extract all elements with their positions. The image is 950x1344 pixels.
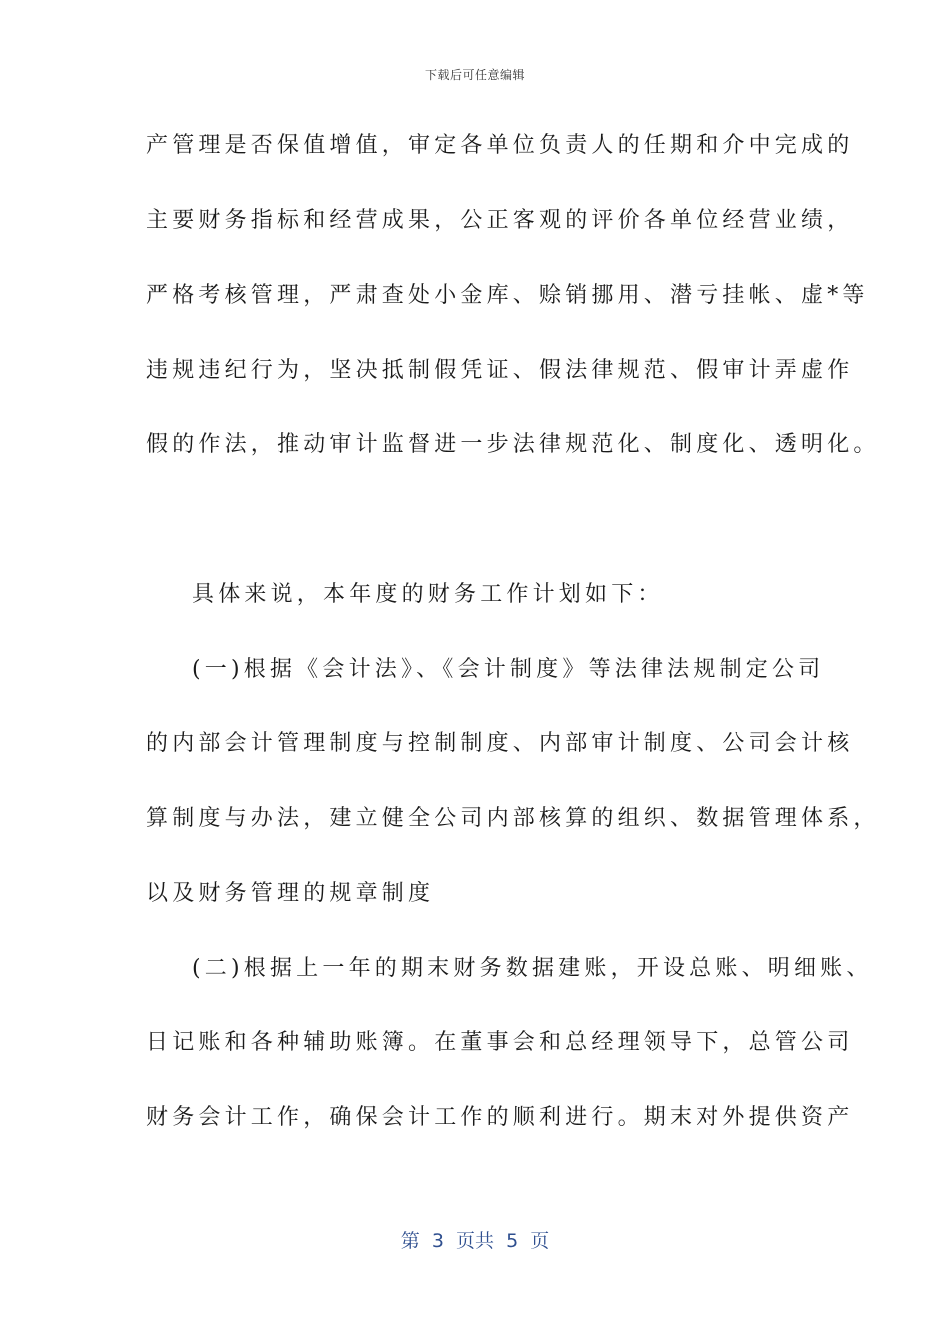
header-note: 下载后可任意编辑 bbox=[424, 68, 525, 82]
text-line: 违规违纪行为，坚决抵制假凭证、假法律规范、假审计弄虚作 bbox=[146, 358, 854, 383]
page-number: 第 3 页共 5 页 bbox=[400, 1230, 550, 1252]
text-line: 主要财务指标和经营成果，公正客观的评价各单位经营业绩， bbox=[146, 208, 854, 233]
text-line: (二)根据上一年的期末财务数据建账，开设总账、明细账、 bbox=[192, 956, 873, 981]
text-line: 具体来说，本年度的财务工作计划如下： bbox=[192, 582, 664, 607]
text-line: 日记账和各种辅助账簿。在董事会和总经理领导下，总管公司 bbox=[146, 1030, 854, 1055]
text-line: (一)根据《会计法》、《会计制度》等法律法规制定公司 bbox=[192, 657, 825, 682]
text-line: 严格考核管理，严肃查处小金库、赊销挪用、潜亏挂帐、虚*等 bbox=[146, 283, 869, 308]
text-line: 产管理是否保值增值，审定各单位负责人的任期和介中完成的 bbox=[146, 133, 854, 158]
document-body bbox=[146, 0, 880, 1200]
text-line: 以及财务管理的规章制度 bbox=[146, 881, 435, 906]
text-line: 假的作法，推动审计监督进一步法律规范化、制度化、透明化。 bbox=[146, 432, 880, 457]
text-line: 算制度与办法，建立健全公司内部核算的组织、数据管理体系， bbox=[146, 806, 880, 831]
text-line: 的内部会计管理制度与控制制度、内部审计制度、公司会计核 bbox=[146, 731, 854, 756]
text-line: 财务会计工作，确保会计工作的顺利进行。期末对外提供资产 bbox=[146, 1105, 854, 1130]
